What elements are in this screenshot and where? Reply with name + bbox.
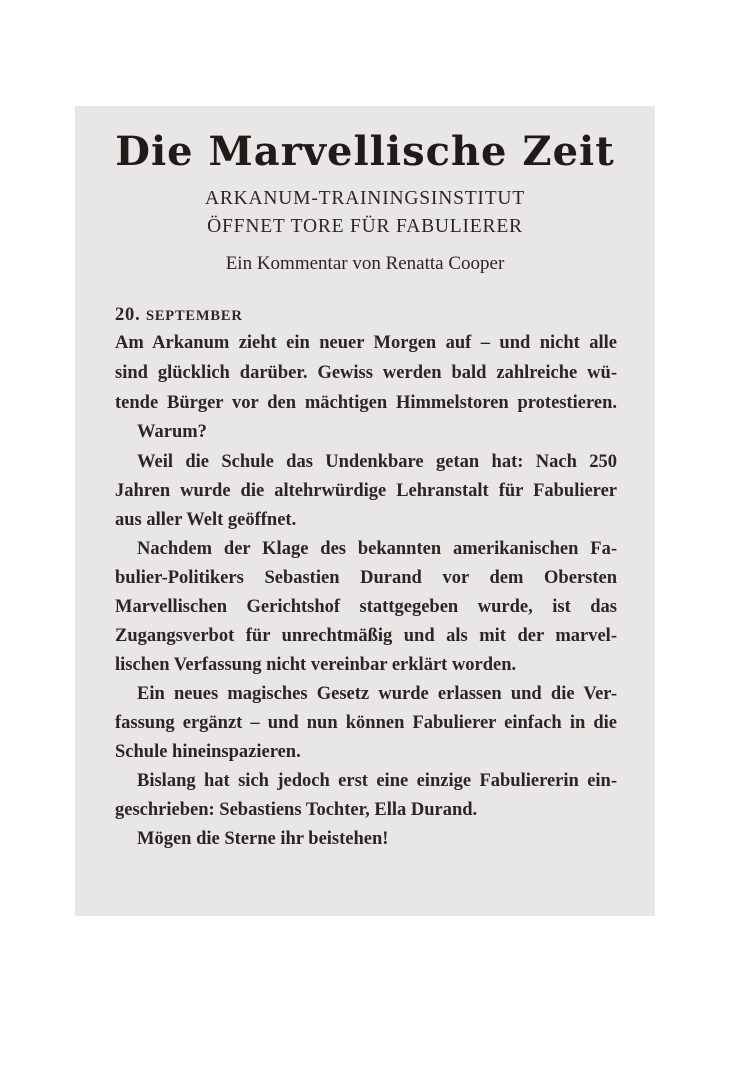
- masthead: Die Marvellische Zeit: [115, 128, 615, 175]
- body-line: Jahren wurde die altehrwürdige Lehranstalt für Fabulierer: [115, 481, 617, 501]
- body-line: Mögen die Sterne ihr beistehen!: [137, 829, 389, 849]
- body-line: Warum?: [137, 422, 207, 442]
- date-month: SEPTEMBER: [145, 308, 243, 324]
- body-line: Bislang hat sich jedoch erst eine einzige Fabuliererin ein-: [137, 771, 617, 791]
- body-line: Weil die Schule das Undenkbare getan hat: Nach 250: [137, 452, 617, 472]
- body-line: Marvellischen Gerichtshof stattgegeben wurde, ist das: [115, 597, 617, 617]
- body-line: sind glücklich darüber. Gewiss werden bald zahlreiche wü-: [115, 363, 617, 383]
- body-line: aus aller Welt geöffnet.: [115, 510, 297, 530]
- date-number: 20.: [115, 305, 146, 325]
- body-line: Nachdem der Klage des bekannten amerikanischen Fa-: [137, 539, 617, 559]
- body-line: Schule hineinspazieren.: [115, 742, 301, 762]
- body-line: Am Arkanum zieht ein neuer Morgen auf – und nicht alle: [115, 333, 617, 353]
- newspaper-clipping: [75, 106, 655, 916]
- body-line: lischen Verfassung nicht vereinbar erklärt worden.: [115, 655, 517, 675]
- body-line: fassung ergänzt – und nun können Fabulierer einfach in die: [115, 713, 617, 733]
- body-line: tende Bürger vor den mächtigen Himmelstoren protestieren.: [115, 393, 617, 413]
- headline-line-2: ÖFFNET TORE FÜR FABULIERER: [207, 216, 523, 237]
- byline: Ein Kommentar von Renatta Cooper: [225, 253, 505, 274]
- body-line: geschrieben: Sebastiens Tochter, Ella Durand.: [115, 800, 478, 820]
- body-line: bulier-Politikers Sebastien Durand vor dem Obersten: [115, 568, 617, 588]
- article-date: [115, 305, 243, 326]
- headline-line-1: ARKANUM-TRAININGSINSTITUT: [204, 188, 526, 209]
- body-line: Zugangsverbot für unrechtmäßig und als mit der marvel-: [115, 626, 617, 646]
- body-line: Ein neues magisches Gesetz wurde erlassen und die Ver-: [137, 684, 617, 704]
